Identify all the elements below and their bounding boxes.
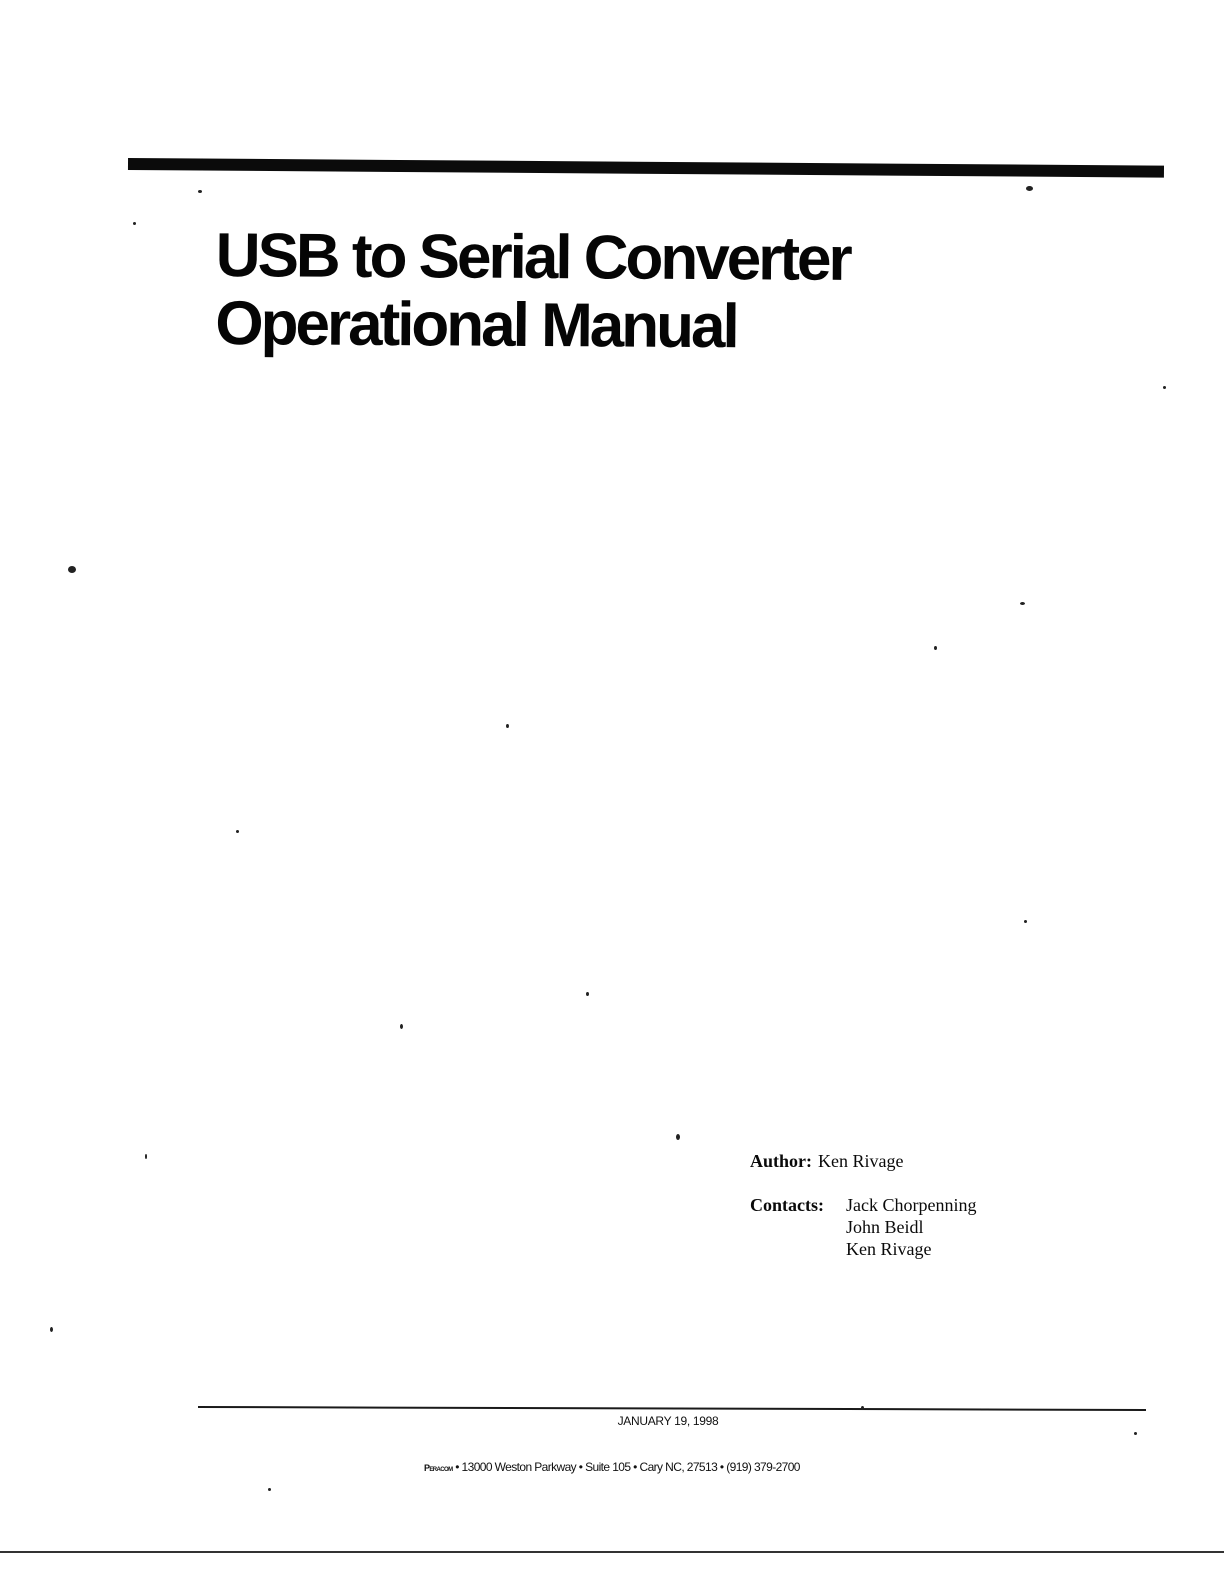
company-name: Peracom [424, 1463, 453, 1473]
contact-name: John Beidl [846, 1217, 924, 1237]
scan-speck [1026, 186, 1033, 191]
scan-speck [145, 1154, 147, 1159]
author-label: Author: [750, 1151, 812, 1171]
document-date: JANUARY 19, 1998 [617, 1414, 719, 1428]
scan-speck [676, 1134, 680, 1140]
scan-speck [68, 566, 76, 573]
scan-speck [506, 724, 509, 728]
scan-speck [236, 830, 239, 833]
contact-name: Jack Chorpenning [846, 1195, 977, 1215]
title-line-2: Operational Manual [215, 288, 737, 362]
scan-speck [198, 190, 202, 193]
document-title [215, 222, 1116, 363]
author-row [750, 1150, 1110, 1172]
author-name: Ken Rivage [818, 1151, 904, 1171]
scan-speck [861, 1406, 864, 1410]
title-line-1: USB to Serial Converter [215, 221, 850, 294]
scan-speck [1024, 920, 1027, 923]
scan-speck [934, 646, 937, 650]
contacts-label: Contacts: [750, 1195, 824, 1215]
author-contacts-block [750, 1150, 1110, 1260]
scan-speck [268, 1488, 271, 1491]
footer-divider [198, 1406, 1146, 1411]
company-address [424, 1460, 984, 1474]
scan-speck [400, 1024, 403, 1029]
page-bottom-edge [0, 1551, 1224, 1553]
scan-speck [586, 992, 589, 996]
scan-speck [50, 1327, 53, 1332]
contact-name: Ken Rivage [846, 1239, 932, 1259]
address-text: • 13000 Weston Parkway • Suite 105 • Cary NC, 27513 • (919) 379-2700 [452, 1460, 800, 1474]
contacts-list [846, 1194, 976, 1260]
scan-speck [1163, 386, 1166, 389]
contacts-row [750, 1194, 1110, 1260]
scan-speck [1020, 602, 1025, 605]
top-divider [128, 158, 1164, 178]
scan-speck [133, 222, 136, 225]
scan-speck [1134, 1432, 1137, 1435]
